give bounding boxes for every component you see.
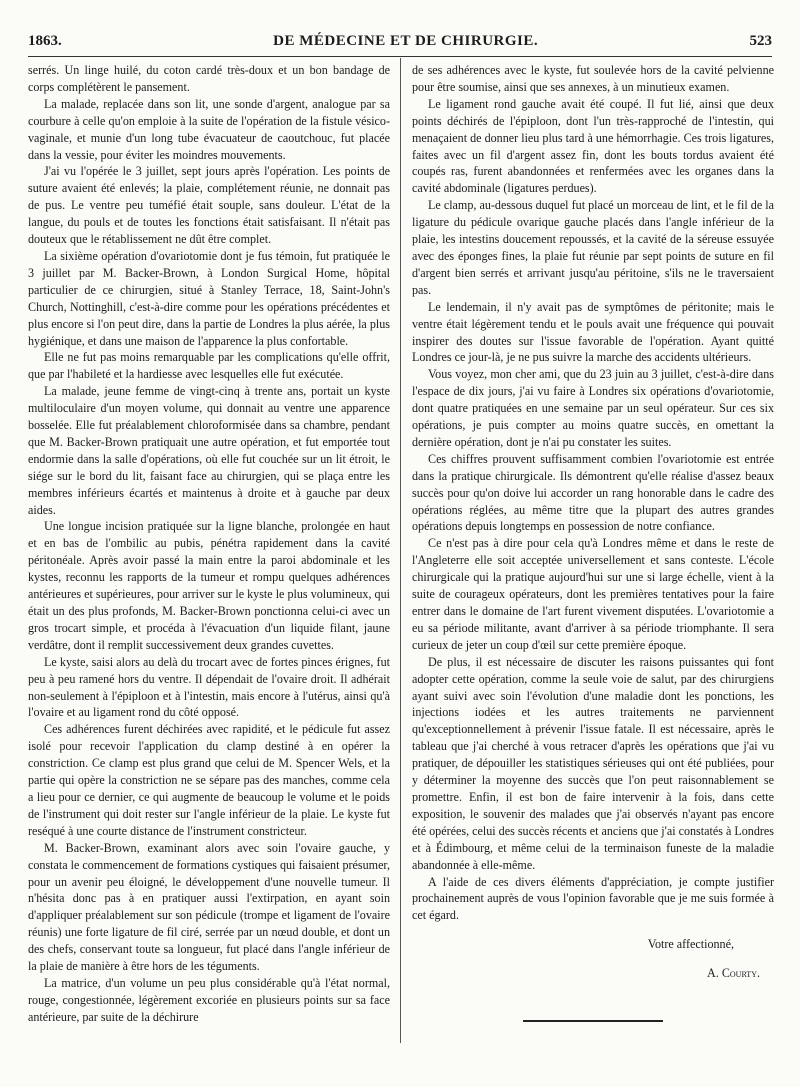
paragraph: Elle ne fut pas moins remarquable par les complications qu'elle offrit, que par l'habileté et la hardiesse avec lesquelles elle fut exécutée. [28,350,390,382]
paragraph: La malade, replacée dans son lit, une sonde d'argent, analogue par sa courbure à celle qu'on emploie à la suite de l'opération de la fistule vésico-vaginale, et munie d'un long tube évacuateur de caoutchouc, fut placée dans la vessie, pour éviter les moindres mouvements. [28,96,390,162]
right-column [412,62,774,1022]
paragraph: Le ligament rond gauche avait été coupé. Il fut lié, ainsi que deux points déchirés de l'épiploon, dont l'un très-rapproché de l'intestin, qui menaçaient de donner lieu plus tard à une hémorrhagie. Ces trois ligatures, faites avec un fil d'argent assez fin, dont les bouts tordus avaient été coupés ras, furent abandonnées et renfermées avec les organes dans la cavité abdominale (ligatures perdues). [412,96,774,196]
paragraph: J'ai vu l'opérée le 3 juillet, sept jours après l'opération. Les points de suture avaient été enlevés; la plaie, complétement réunie, ne donnait pas de pus. Le ventre peu tuméfié était souple, sans douleur. L'état de la langue, du pouls et de toutes les fonctions était satisfaisant. Il n'était pas douteux que le rétablissement ne dût être complet. [28,164,390,247]
column-divider [400,58,401,1043]
paragraph: de ses adhérences avec le kyste, fut soulevée hors de la cavité pelvienne pour être soumise, ainsi que ses annexes, à un minutieux examen. [412,63,774,94]
header-year: 1863. [28,33,62,49]
paragraph: M. Backer-Brown, examinant alors avec soin l'ovaire gauche, y constata le commencement de formations cystiques qui faisaient présumer, pour un avenir peu éloigné, le développement d'une nouvelle tumeur. Il n'hésita donc pas à en pratiquer aussi l'extirpation, en ayant soin d'appliquer préalablement sur son pédicule (trompe et ligament de l'ovaire réunis) une forte ligature de fil ciré, serrée par un nœud double, et dont un des chefs, conservant toute sa longueur, fut placé dans l'angle inférieur de la plaie de manière à être hors de les téguments. [28,840,390,974]
paragraph: Vous voyez, mon cher ami, que du 23 juin au 3 juillet, c'est-à-dire dans l'espace de dix jours, j'ai vu faire à Londres six opérations d'ovariotomie, dont quatre pratiquées en une semaine par un seul opérateur. Sur ces six opérations, je puis compter au moins quatre succès, en omettant la dernière opération, dont je n'ai pu constater les suites. [412,367,774,449]
paragraph: Ces adhérences furent déchirées avec rapidité, et le pédicule fut assez isolé pour recevoir l'application du clamp destiné à en opérer la constriction. Ce clamp est plus grand que celui de M. Spencer Wels, et la partie qui opère la constriction ne se sépare pas des manches, comme cela a lieu pour ce dernier, ce qui augmente de beaucoup le volume et le poids de l'instrument qui doit rester sur l'angle inférieur de la plaie. Le kyste fut reséqué à une courte distance de l'instrument constricteur. [28,722,390,838]
paragraph: La matrice, d'un volume un peu plus considérable qu'à l'état normal, rouge, congestionnée, légèrement excoriée en plusieurs points sur sa face antérieure, par suite de la déchirure [28,975,390,1024]
paragraph: Une longue incision pratiquée sur la ligne blanche, prolongée en haut et en bas de l'ombilic au pubis, pénétra rapidement dans la cavité péritonéale. Après avoir passé la main entre la paroi abdominale et les kystes, reconnu les rapports de la tumeur et rompu quelques adhérences antérieures et supérieures, pour arriver sur le kyste le plus volumineux, qui était un des plus profonds, M. Backer-Brown ponctionna celui-ci avec un gros trocart simple, et procéda à l'évacuation d'un liquide filant, jaune verdâtre, dont il remplit successivement deux grandes cuvettes. [28,519,390,652]
author-signature: A. Courty. [707,966,760,981]
paragraph: serrés. Un linge huilé, du coton cardé très-doux et un bon bandage de corps complétèrent le pansement. [28,63,390,94]
paragraph: La sixième opération d'ovariotomie dont je fus témoin, fut pratiquée le 3 juillet par M. Backer-Brown, à London Surgical Home, hôpital particulier de ce chirurgien, situé à Stanley Terrace, 18, Saint-John's Church, Nottinghill, c'est-à-dire comme pour les opérations précédentes et plus encore si l'on peut dire, dans la partie de Londres la plus aérée, la plus hygiénique, et dans une maison de l'apparence la plus confortable. [28,248,390,348]
end-rule [523,1020,663,1022]
paragraph: Le clamp, au-dessous duquel fut placé un morceau de lint, et le fil de la ligature du pédicule ovarique gauche placés dans l'angle inférieur de la plaie, les intestins doucement repoussés, et la cavité de la séreuse essuyée avec des éponges fines, la plaie fut réunie par sept points de suture en fil d'argent bien serrés et arrivant jusqu'au péritoine, s'ils ne le traversaient pas. [412,198,774,297]
left-column [28,62,390,1026]
header-title: DE MÉDECINE ET DE CHIRURGIE. [273,33,539,49]
paragraph: Ces chiffres prouvent suffisamment combien l'ovariotomie est entrée dans la pratique chirurgicale. Ils démontrent qu'elle réalise d'assez beaux succès pour qu'on doive lui accorder un rang honorable dans le cadre des opérations réglées, au même titre que la plupart des autres grandes opérations depuis longtemps en possession de notre confiance. [412,451,774,534]
header-rule [28,56,772,57]
paragraph: La malade, jeune femme de vingt-cinq à trente ans, portait un kyste multiloculaire d'un moyen volume, qui donnait au ventre une apparence bosselée. Elle fut préalablement chloroformisée dans sa chambre, pendant que M. Backer-Brown pratiquait une autre opération, et fut emportée tout endormie dans la salle d'opérations, où elle fut couchée sur un lit étroit, le siége sur le bord du lit, faisant face au chirurgien, qui se plaça entre les membres inférieurs écartés et maintenus à droite et à gauche par deux aides. [28,384,390,517]
paragraph: Ce n'est pas à dire pour cela qu'à Londres même et dans le reste de l'Angleterre elle soit acceptée universellement et sans conteste. L'école chirurgicale qui la pratique aujourd'hui sur une si large échelle, vient à la suite de courageux opérateurs, dont les premières tentatives pour la faire entrer dans le domaine de l'art furent vivement disputées. L'ovariotomie a eu sa période militante, avant d'arriver à sa période triomphante. Il sera curieux de jeter un coup d'œil sur cette première époque. [412,536,774,652]
paragraph: De plus, il est nécessaire de discuter les raisons puissantes qui font adopter cette opération, comme la seule voie de salut, par des chirurgiens ayant suivi avec soin l'évolution d'une maladie dont les ponctions, les injections iodées et les autres traitements ne parviennent qu'exceptionnellement à prévenir l'issue fatale. Il est nécessaire, après le tableau que j'ai cherché à vous retracer d'après les opérations que j'ai vu pratiquer, de dépouiller les statistiques sérieuses qui ont été publiées, pour y déterminer la moyenne des succès que l'on peut raisonnablement se promettre. Enfin, il est bon de faire intervenir à la fois, dans cette exposition, le souvenir des malades que j'ai observés n'ayant pas encore été opérées, celui des succès récents et anciens que j'ai constatés à Londres et à Édimbourg, et même celui de la terminaison funeste de la maladie abandonnée à elle-même. [412,654,774,872]
header-page-number: 523 [749,33,772,49]
paragraph: Le kyste, saisi alors au delà du trocart avec de fortes pinces érignes, fut peu à peu ramené hors du ventre. Il dépendait de l'ovaire droit. Il adhérait non-seulement à l'épiploon et à l'intestin, mais encore à l'utérus, ainsi qu'à l'ovaire et au ligament rond du côté opposé. [28,654,390,720]
closing-salutation: Votre affectionné, [647,937,734,952]
running-header [28,24,772,50]
paragraph: A l'aide de ces divers éléments d'appréciation, je compte justifier prochainement auprès de vous l'opinion favorable que je me suis formée à cet égard. [412,874,774,923]
paragraph: Le lendemain, il n'y avait pas de symptômes de péritonite; mais le ventre était légèrement tendu et le pouls avait une fréquence qui pouvait inspirer des doutes sur l'issue favorable de l'opération. Ayant quitté Londres ce jour-là, je ne pus suivre la marche des accidents ultérieurs. [412,299,774,365]
